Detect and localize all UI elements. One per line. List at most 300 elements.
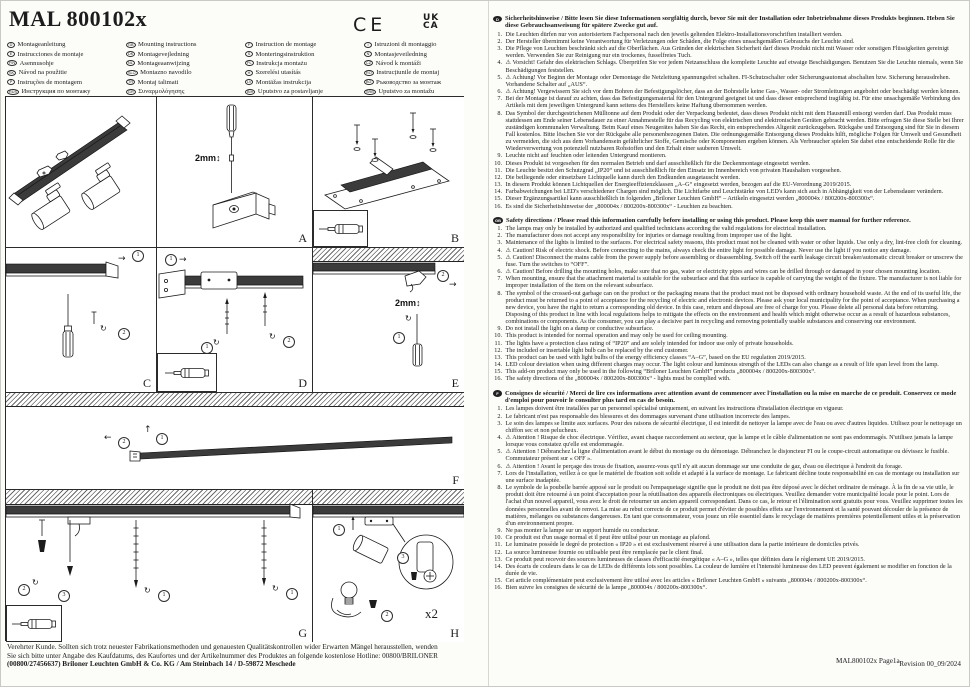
item-text: This product can be used with light bulbs of the energy efficiency classes “A–G”, based on the EU regulation 2019/2015. [505,353,806,361]
footer-line1: Verehrter Kunde. Sollten sich trotz neuester Fabrikationsmethoden und genauesten Qualitätskontrollen wider Erwarten Mängel herausstellen, wenden [7,643,438,651]
item-number: 10. [494,332,502,340]
item-number: 1. [497,405,502,413]
instruction-item [493,254,965,268]
language-code-badge: SLO [128,70,136,75]
step-number-badge: 1 [393,332,405,344]
screw-icon [134,520,139,588]
item-number: 12. [494,548,502,556]
revision-note: Revision 00_09/2024 [899,660,961,668]
language-code-badge: NL [128,61,133,66]
step-number-badge: 2 [118,328,130,340]
item-number: 3. [497,45,502,53]
step-number-badge: 1 [165,254,177,266]
language-label: Návod na použitie [18,69,67,77]
item-text: This product is intended for normal operation and may only be used for ceiling mounting. [505,332,728,340]
item-number: 6. [497,268,502,276]
panel-f [6,392,464,489]
language-item [245,87,364,96]
spotlight-icon [73,163,125,212]
item-number: 5. [497,253,502,261]
instruction-item [493,268,965,275]
screwdriver-icon [318,222,364,236]
instruction-item [493,413,965,420]
language-label: Montasjeveiledning [374,50,427,58]
item-text: ⚠ Achtung! Vor Beginn der Montage oder Demontage die Netzleitung spannungsfrei schalten. FI-Schutzschalter oder Sicherungsautomat abschalten bzw. Sicherung herausdrehen. Vorhandene Schalter auf „AUS“. [505,73,951,88]
size-annotation: 2mm↕ [195,153,221,163]
item-text: ⚠ Caution! Disconnect the mains cable from the power supply before assembling or disassembling. Switch off the earth leakage circuit breaker/automatic circuit breaker or unscrew the fuse. Turn the switches to “OFF”. [505,253,963,268]
assembly-diagram [5,96,464,641]
panel-label-a: A [298,231,307,245]
item-number: 16. [494,584,502,592]
item-number: 4. [497,246,502,254]
item-number: 4. [497,59,502,67]
language-code-badge: H [245,70,253,76]
item-number: 14. [494,562,502,570]
language-label: Instrukcja montażu [256,59,307,67]
parts-overview-drawing [6,97,157,247]
item-number: 11. [494,339,502,347]
panel-parts-overview [6,97,157,247]
language-item [7,59,126,68]
item-text: Bien suivre les consignes de sécurité de la lampe „800004x / 800200x-800300x“. [505,584,707,592]
instruction-item [493,549,965,556]
item-text: ⚠ Caution! Risk of electric shock. Before connecting to the mains, always check the entire light for possible damage. Never use the light if you notice any damage. [505,246,911,254]
section-header [493,390,965,405]
item-text: This add-on product may only be used in the following “Briloner Leuchten GmbH” products „800004x / 800200x-800300x“. [505,368,816,376]
item-text: The lamps may only be installed by authorized and qualified technicians according the valid regulations for electrical installation. [505,225,827,233]
language-label: Montaj talimati [137,78,179,86]
item-number: 11. [494,166,502,174]
item-text: Die Pflege von Leuchten beschränkt sich auf die Oberflächen. Aus Gründen der elektrischen Sicherheit darf dieses Produkt nicht mit Wasser oder sonstigen Flüssigkeiten gereinigt werden. Verwenden Sie zur Reinigung nur ein trockenes, fusselfreies Tuch. [505,45,949,60]
section-title: Safety directions / Please read this information carefully before installing or using this product. Please keep this user manual for further reference. [506,216,911,224]
language-item [126,87,245,96]
hand-bulb-icon [331,582,361,617]
language-code-badge: GB [128,42,134,47]
item-number: 5. [497,73,502,81]
instruction-item [493,167,965,174]
item-number: 9. [497,152,502,160]
instruction-item [493,239,965,246]
spotlight-icon [351,517,393,564]
item-text: Lors de l'installation, veillez à ce que le matériel de fixation soit solide et adapté à la surface de montage. Le fabricant décline toute responsabilité en cas de montage ou installation sur une surface inadaptée. [505,469,960,484]
item-text: When mounting, ensure that the attachment material is suitable for the subsurface and that this surface is capable of carrying the weight of the fixture. The manufacturer is not liable for improper installation of the item on the relevant subsurface. [505,275,962,290]
mounting-bracket-icon [213,192,275,228]
language-code-badge: CZ [366,61,372,66]
item-text: Le fabricant n'est pas responsable des blessures et des dommages survenant d'une utilisation incorrecte des lampes. [505,412,791,420]
screw-icon [225,298,229,334]
ukca-mark [423,14,439,30]
item-number: 8. [497,484,502,492]
language-item [364,49,483,58]
instruction-item [493,174,965,181]
screw-icon [354,125,360,150]
instruction-item [493,181,965,188]
language-item [364,78,483,87]
language-column [126,40,245,96]
item-text: Maintenance of the lights is limited to the surfaces. For electrical safety reasons, this product must not be cleaned with water or other liquids. Use only a dry, lint-free cloth for cleaning. [505,239,963,247]
instruction-item [493,347,965,354]
instruction-item [493,527,965,534]
track-rail-icon [6,262,118,278]
screwdriver-icon [63,294,73,357]
item-number: 6. [497,462,502,470]
item-number: 10. [494,534,502,542]
language-column [245,40,364,96]
language-item [245,49,364,58]
track-rail-icon [6,504,300,536]
item-number: 2. [497,37,502,45]
step-number-badge: 1 [286,588,298,600]
item-text: LED colour deviation when using different charges may occur. The light colour and luminous strength of the LEDs can also change as a result of life span level from the lamp. [505,361,939,369]
item-text: Das Symbol der durchgestrichenen Mülltonne auf dem Produkt oder der Verpackung bedeutet, dass dieses Produkt nicht mit dem Hausmüll entsorgt werden darf. Das Produkt muss stattdessen am Ende seiner Lebensdauer zu einer Annahmestelle für das Recycling von elektrischen und elektronischen Geräten gebracht werden. Bitte erfragen Sie diese Stelle bei Ihrer zuständigen kommunalen Verwaltung. Beim Kauf eines Neugerätes haben Sie das Recht, ein entsprechendes Altgerät zurückzugeben. Rückgabe und Entsorgung sind für Sie in diesem Fall kostenlos. Bitte löschen Sie vor der Rückgabe alle personenbezogenen Daten. Die ordnungsgemäße Entsorgung dieses Produkts hilft, mögliche Folgen für Umwelt und Gesundheit zu vermeiden, die sich aus dem Vorhandensein gefährlicher Stoffe, Gemische oder Komponenten ergeben können. Als Verbraucher spielen Sie dabei eine entscheidende Rolle für die Wiederverwertung von potenziell nutzbaren Rohstoffen und den Erhalt einer sauberen Umwelt. [505,109,964,153]
item-text: ⚠ Achtung! Vergewissern Sie sich vor dem Bohren der Befestigungslöcher, dass an der Bohrstelle keine Gas-, Wasser- oder Stromleitungen angebohrt oder beschädigt werden können. [505,88,961,96]
instruction-item [493,247,965,254]
item-text: Dieses Produkt ist vorgesehen für den normalen Betrieb und darf ausschließlich für die Deckenmontage eingesetzt werden. [505,159,811,167]
instruction-item [493,325,965,332]
step-number-badge: 2 [437,270,449,282]
language-label: Instrucciones de montaje [17,50,84,58]
item-text: The symbol of the crossed-out garbage can on the product or the packaging means that the product must not be disposed with ordinary household waste. At the end of its useful life, the product must be returned to a point of acceptance for the recycling of electric and electronic devices. Please ask your local municipality for the point of acceptance. When purchasing a new device, you have the right to return a corresponding old device. In this case, return and disposal are free of charge for you. Please delete all personal data before returning. Disposing of this product in line with local regulations helps to mitigate the effects on the environment and health which might otherwise occur as a result of hazardous substances, combinations or components. As the consumer, you can play a decisive part in recycling and removing potentially usable substances and conserving our environment. [505,289,961,326]
panel-f-drawing [6,393,464,490]
instruction-item [493,59,965,73]
instruction-item [493,434,965,448]
language-item [7,78,126,87]
instruction-item [493,463,965,470]
page-divider [488,1,489,687]
language-item [126,68,245,77]
item-number: 6. [497,88,502,96]
language-code-badge: GB [495,218,501,224]
updown-arrow-icon: ↕ [216,153,221,163]
panel-label-h: H [450,626,459,640]
right-arrow-icon: → [118,254,126,264]
language-code-badge: LV [247,80,252,85]
item-number: 7. [497,469,502,477]
item-number: 9. [497,527,502,535]
item-number: 15. [494,368,502,376]
item-text: La source lumineuse fournie ou utilisable peut être remplacée par le client final. [505,548,704,556]
screw-icon [38,520,46,552]
item-number: 16. [494,375,502,383]
item-text: The safety directions of the „800004x / 800200x-800300x“ - lights must be complied with. [505,375,731,383]
language-item [126,59,245,68]
language-item [126,78,245,87]
language-label: Инструкция по монтажу [21,88,91,96]
hex-key-icon [413,314,422,366]
item-text: Les lampes doivent être installées par un personnel spécialisé uniquement, en suivant les instructions d'installation électrique en vigueur. [505,405,844,413]
item-text: Die Leuchte besitzt den Schutzgrad „IP20“ und ist ausschließlich für den Einsatz im Innenbereich von privaten Haushalten vorgesehen. [505,166,842,174]
screw-icon [263,292,267,326]
language-code-badge: BIH [247,89,254,94]
instruction-item [493,88,965,95]
language-code-badge: SRB [366,89,374,94]
item-text: Le luminaire possède le degré de protection « IP20 » et est exclusivement réservé à une utilisation dans la partie intérieure de domiciles privés. [505,541,860,549]
hex-key-icon [227,105,236,193]
screw-icon [67,520,73,576]
item-text: Ne pas monter la lampe sur un support humide ou conducteur. [505,527,660,535]
language-label: Monteringsinstruktion [255,50,315,58]
item-number: 3. [497,239,502,247]
item-number: 11. [494,541,502,549]
item-number: 1. [497,30,502,38]
rotate-arrow-icon: ↻ [32,578,39,587]
language-label: Montageanleitung [17,41,66,49]
safety-instructions-page [493,15,965,598]
item-number: 1. [497,225,502,233]
down-arrow-icon: ↕ [416,298,421,308]
instruction-item [493,110,965,153]
up-arrow-icon: ↑ [144,425,152,435]
instruction-item [493,74,965,88]
language-item [7,49,126,58]
screw-icon [262,520,267,586]
language-column [7,40,126,96]
instruction-item [493,534,965,541]
instruction-item [493,38,965,45]
instruction-item [493,448,965,462]
instruction-item [493,152,965,159]
step-number-badge: 1 [132,250,144,262]
rotate-arrow-icon: ↻ [213,338,220,347]
rotate-arrow-icon: ↻ [272,584,279,593]
instruction-item [493,232,965,239]
language-label: Συναρμολόγησης [138,88,185,96]
instruction-item [493,577,965,584]
language-code-badge: FIN [9,61,16,66]
rotate-arrow-icon: ↻ [144,586,151,595]
language-code-badge: GR [128,89,134,94]
language-code-badge: BG [366,80,372,85]
item-text: Die Leuchten dürfen nur von autorisiertem Fachpersonal nach den jeweils geltenden Elektro-Installationsvorschriften installiert werden. [505,30,843,38]
language-item [7,87,126,96]
item-number: 7. [497,275,502,283]
panel-a-drawing [157,97,313,247]
rotate-arrow-icon: ↻ [100,324,107,333]
panel-h [313,489,464,642]
instruction-item [493,556,965,563]
screw-icon [430,129,436,151]
language-label: Návod k montáži [375,59,421,67]
tool-inset [313,210,368,247]
item-text: Dieser Ergänzungsartikel kann ausschließlich in folgenden „Briloner Leuchten GmbH“ – Artikeln eingesetzt werden „800004x / 800200x-800300x“. [505,195,875,203]
language-code-badge: F [245,42,253,48]
ukca-line2: CA [423,21,439,31]
language-item [245,40,364,49]
step-number-badge: 2 [381,610,393,622]
right-arrow-icon: → [449,280,457,290]
language-item [245,78,364,87]
item-number: 12. [494,346,502,354]
instruction-item [493,361,965,368]
language-label: Montagevejledning [137,50,190,58]
item-text: Des écarts de couleurs dans le cas de LEDs de différents lots sont possibles. La couleur de lumière et l'intensité lumineuse des LED peuvent également se modifier en fonction de la durée de vie. [505,562,952,577]
language-code-badge: F [493,390,502,397]
step-number-badge: 1 [333,524,345,536]
language-item [126,40,245,49]
instruction-item [493,354,965,361]
section-header [493,15,965,30]
language-code-badge: N [364,51,372,57]
language-label: Ръководство за монтаж [376,78,442,86]
screwdriver-icon [11,617,57,631]
panel-label-e: E [451,376,459,390]
item-text: Der Hersteller übernimmt keine Verantwortung für Verletzungen oder Schäden, die Folge eines unsachgemäßen Gebrauchs der Leuchte sind. [505,37,855,45]
section-french [493,390,965,592]
language-code-badge: TR [128,80,134,85]
item-text: Es sind die Sicherheitshinweise der „800004x / 800200x-800300x“ - Leuchten zu beachten. [505,202,733,210]
item-text: The included or insertable light bulb can be replaced by the end customer. [505,346,689,354]
section-header [493,217,965,224]
step-number-badge: 3 [58,590,70,602]
ukca-line1: UK [423,13,440,23]
step-number-badge: 2 [118,437,130,449]
panel-d [157,247,313,392]
instruction-item [493,368,965,375]
language-item [364,68,483,77]
rotate-arrow-icon: ↻ [269,332,276,341]
anchor-icon [369,600,377,608]
panel-c [6,247,157,392]
language-code-badge: D [493,16,502,23]
screw-icon [410,113,416,138]
language-item [245,68,364,77]
item-number: 2. [497,232,502,240]
language-item [364,87,483,96]
language-label: Instrucțiunile de montaj [376,69,440,77]
language-label: Szerelési utasítás [255,69,301,77]
section-english [493,217,965,383]
language-code-badge: S [245,51,253,57]
panel-label-f: F [452,473,459,487]
tool-inset [6,605,62,642]
item-number: 8. [497,109,502,117]
section-title: Sicherheitshinweise / Bitte lesen Sie diese Informationen sorgfältig durch, bevor Sie mit der Installation oder Inbetriebnahme dieses Produkts beginnen. Heben Sie diese Gebrauchsanweisung für spätere Zwecke gut auf. [505,15,955,30]
language-label: Uputstvo za montažu [378,88,435,96]
item-number: 13. [494,181,502,189]
language-label: Istruzioni di montaggio [374,41,437,49]
item-number: 14. [494,188,502,196]
instruction-item [493,275,965,289]
instruction-item [493,541,965,548]
instruction-item [493,290,965,326]
item-number: 15. [494,577,502,585]
panel-label-d: D [298,376,307,390]
instruction-item [493,584,965,591]
item-text: Bei der Montage ist darauf zu achten, dass das Befestigungsmaterial für den Untergrund geeignet ist und dass dieser entsprechend tragfähig ist. Für eine unsachgemäße Verbindung des Artikels mit dem jeweiligen Untergrund kann seitens des Herstellers keine Haftung übernommen werden. [505,95,961,110]
panel-label-b: B [450,231,459,245]
footer-line3: (00800/27456637) Briloner Leuchten GmbH & Co. KG / Am Steinbach 14 / D-59872 Meschede [7,660,296,669]
language-item [7,68,126,77]
item-text: In diesem Produkt können Lichtquellen der Energieeffizienzklassen „A–G“ eingesetzt werden, bezogen auf die EU-Verordnung 2019/2015. [505,181,852,189]
instruction-item [493,470,965,484]
screwdriver-icon [164,366,210,380]
language-code-badge: D [7,42,15,48]
screw-icon [352,516,355,530]
instruction-item [493,420,965,434]
instruction-list [493,405,965,591]
instruction-item [493,332,965,339]
item-number: 12. [494,173,502,181]
item-number: 15. [494,195,502,203]
step-number-badge: 3 [397,552,409,564]
item-number: 13. [494,555,502,563]
item-number: 9. [497,325,502,333]
language-code-badge: SK [9,70,15,75]
item-text: ⚠ Caution! Before drilling the mounting holes, make sure that no gas, water or electricity pipes and wires can be drilled through or damaged in your chosen mounting location. [505,268,941,276]
item-number: 14. [494,361,502,369]
step-number-badge: 1 [156,433,168,445]
item-number: 5. [497,448,502,456]
step-number-badge: 2 [18,584,30,596]
end-plate-icon [159,270,185,298]
item-text: The manufacturer does not accept any responsibility for injuries or damage resulting from improper use of the light. [505,232,793,240]
item-text: The lights have a protection class rating of “IP20” and are solely intended for indoor use only of private households. [505,339,794,347]
ce-mark: CE [353,14,387,36]
instruction-list [493,31,965,210]
language-label: Instruction de montage [255,41,317,49]
footer-line2: Sie sich bitte unter Angabe des Kaufdatums, des Kaufortes und der Artikelnummer des Produktes an folgende kostenlose Hotline: 00800/BRILONER [7,651,438,660]
instruction-item [493,195,965,202]
item-text: ⚠ Attention ! Avant le perçage des trous de fixation, assurez-vous qu'il n'y ait aucun dommage sur une conduite de gaz, d'eau ou électrique à l'endroit du forage. [505,462,903,470]
screw-icon [92,312,97,324]
instruction-list [493,225,965,382]
panel-b [313,97,464,247]
panel-label-c: C [142,376,151,390]
item-number: 8. [497,289,502,297]
language-list [7,40,485,96]
page-number: MAL800102x Page1a [836,657,900,665]
language-label: Mounting instructions [138,41,197,49]
item-number: 7. [497,95,502,103]
language-code-badge: PL [247,61,252,66]
language-code-badge: RUS [9,89,18,94]
item-number: 10. [494,159,502,167]
instruction-item [493,31,965,38]
item-text: Leuchte nicht auf feuchten oder leitenden Untergrund montieren. [505,152,667,160]
instruction-item [493,188,965,195]
tool-inset [157,353,217,392]
size-annotation: 2mm↕ [395,298,421,308]
language-code-badge: I [364,42,372,48]
section-german [493,15,965,210]
quantity-note: x2 [425,606,438,621]
item-number: 3. [497,419,502,427]
language-label: Montāžas instrukcija [255,78,311,86]
step-number-badge: 2 [283,336,295,348]
product-title: MAL 800102x [9,6,148,31]
right-arrow-icon: → [179,255,187,265]
item-text: Ce produit est d'un usage normal et il peut être utilisé pour un montage au plafond. [505,534,711,542]
language-code-badge: P [7,79,15,85]
language-item [245,59,364,68]
instruction-item [493,484,965,527]
language-code-badge: RO [366,70,372,75]
language-item [364,59,483,68]
item-text: ⚠ Attention ! Risque de choc électrique. Vérifiez, avant chaque raccordement au secteur, que la lampe et le câble d'alimentation ne sont pas endommagés. N'utilisez jamais la lampe lorsque vous constatez qu'elle est endommagée. [505,434,953,449]
item-text: Farbabweichungen bei LED's verschiedener Chargen sind möglich. Die Lichtfarbe und Leuchtstärke von LED's kann sich auch in Abhängigkeit von der Lebensdauer verändern. [505,188,944,196]
instruction-item [493,405,965,412]
item-number: 13. [494,353,502,361]
customer-footer [7,643,483,669]
panel-c-drawing [6,248,157,393]
item-text: Ce produit peut recevoir des sources lumineuses de classes d'efficacité énergétique « A–G », telles que définies dans le règlement UE 2019/2015. [505,555,865,563]
instruction-item [493,160,965,167]
panel-a [157,97,313,247]
panel-label-g: G [298,626,307,640]
item-text: Le soin des lampes se limite aux surfaces. Pour des raisons de sécurité électrique, il est interdit de nettoyer la lampe avec de l'eau ou avec d'autres liquides. Utilisez pour le nettoyage un chiffon sec et non pelucheux. [505,419,962,434]
language-code-badge: DK [128,52,134,57]
panel-g [6,489,313,642]
